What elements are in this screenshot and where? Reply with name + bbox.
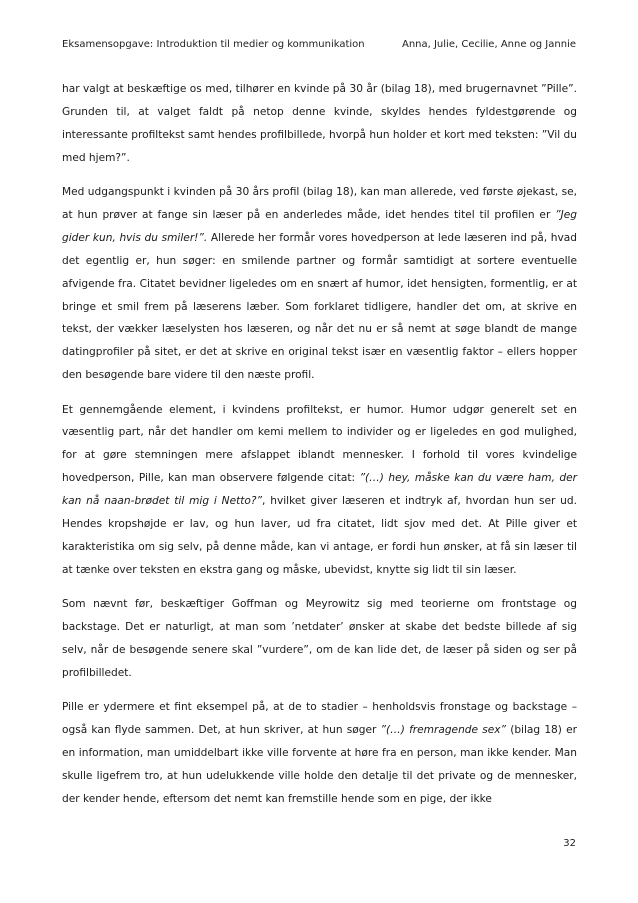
body-text [62,78,577,822]
paragraph-text: Som nævnt før, beskæftiger Goffman og Meyrowitz sig med teorierne om frontstage og backstage. Det er naturligt, at man som ’netdater’ ønsker at skabe det bedste billede af sig selv, når de besøgende senere skal ”vurdere”, om de kan lide det, de læser på siden og ser på profilbilledet. [62,598,577,679]
header-authors: Anna, Julie, Cecilie, Anne og Jannie [401,39,576,50]
paragraph-2 [62,181,577,387]
page-header [62,39,576,55]
paragraph-text: (bilag 18) er en information, man umiddelbart ikke ville forvente at høre fra en person, man ikke kender. Man skulle ligefrem tro, at hun udelukkende ville holde den detalje til det private og de mennesker, der kender hende, eftersom det nemt kan fremstille hende som en pige, der ikke [62,724,577,805]
paragraph-text: Pille er ydermere et fint eksempel på, at de to stadier – henholdsvis fronstage og backstage – også kan flyde sammen. Det, at hun skriver, at hun søger [62,701,577,737]
quote-text: ”(…) hey, måske kan du være ham, der kan nå naan-brødet til mig i Netto?” [62,472,577,508]
quote-text: ”(…) fremragende sex” [380,724,507,737]
page-number: 32 [563,838,576,849]
paragraph-5 [62,696,577,811]
header-course-title: Eksamensopgave: Introduktion til medier og kommunikation [62,39,365,50]
paragraph-text: , hvilket giver læseren et indtryk af, hvordan hun ser ud. Hendes kropshøjde er lav, og hun laver, ud fra citatet, lidt sjov med det. At Pille giver et karakteristika om sig selv, på denne måde, kan vi antage, er fordi hun ønsker, at få sin læser til at tænke over teksten en ekstra gang og måske, ubevidst, knytte sig lidt til sin læser. [62,495,577,576]
paragraph-3 [62,399,577,582]
paragraph-text: Allerede her formår vores hovedperson at lede læseren ind på, hvad det egentlig er, hun søger: en smilende partner og formår samtidigt at sortere eventuelle afvigende fra. Citatet bevidner ligeledes om en snært af humor, idet hensigten, formentlig, er at bringe et smil frem på læserens læber. Som forklaret tidligere, handler det om, at skrive en tekst, der vækker læselysten hos læseren, og når det nu er så nemt at søge blandt de mange datingprofiler på sitet, er det at skrive en original tekst især en væsentlig faktor – ellers hopper den besøgende bare videre til den næste profil. [62,231,577,382]
paragraph-text: har valgt at beskæftige os med, tilhører en kvinde på 30 år (bilag 18), med brugernavnet ”Pille”. Grunden til, at valget faldt på netop denne kvinde, skyldes hendes fyldestgørende og interessante profiltekst samt hendes profilbillede, hvorpå hun holder et kort med teksten: ”Vil du med hjem?”. [62,83,577,164]
paragraph-1 [62,78,577,170]
quote-text: ”Jeg gider kun, hvis du smiler!”. [62,208,577,244]
paragraph-text: Med udgangspunkt i kvinden på 30 års profil (bilag 18), kan man allerede, ved første øjekast, se, at hun prøver at fange sin læser på en anderledes måde, idet hendes titel til profilen er [62,186,577,221]
paragraph-text: Et gennemgående element, i kvindens profiltekst, er humor. Humor udgør generelt set en væsentlig part, når det handler om kemi mellem to individer og er ligeledes en god mulighed, for at gøre stemningen mere afslappet iblandt mennesker. I forhold til vores kvindelige hovedperson, Pille, kan man observere følgende citat: [62,403,577,485]
paragraph-4 [62,593,577,685]
